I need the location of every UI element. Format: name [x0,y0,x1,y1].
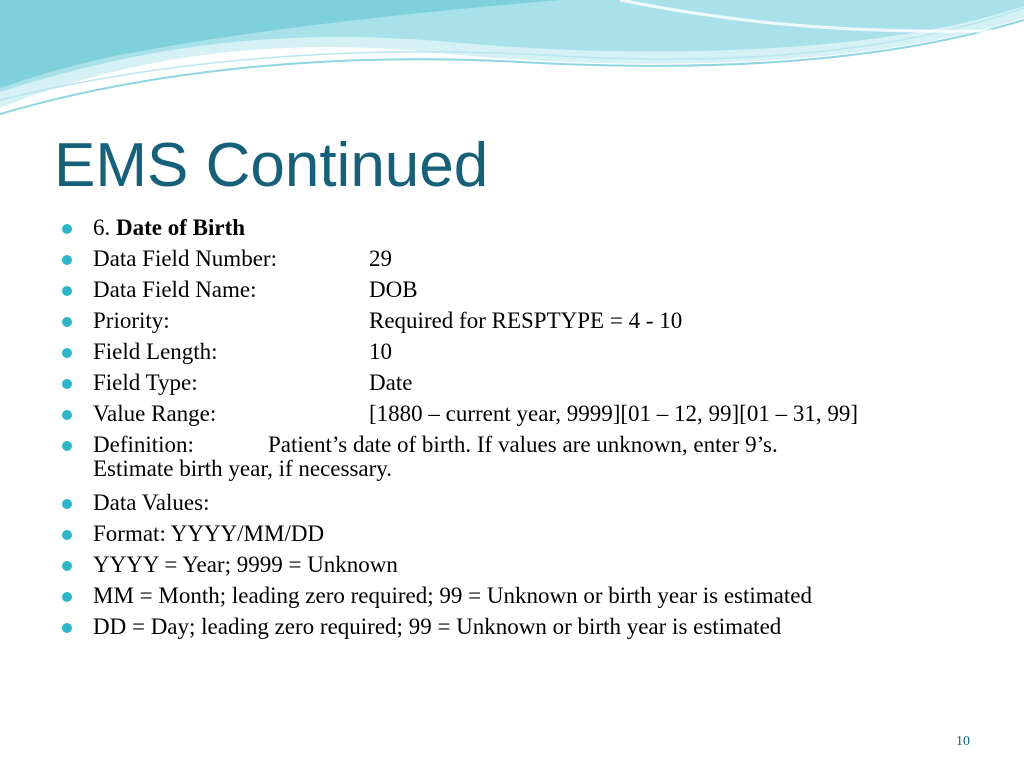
field-label: Definition: [93,432,194,457]
item-bold-heading: Date of Birth [116,215,246,240]
bullet-icon [62,317,72,327]
field-label: Value Range: [93,401,217,426]
field-value: Required for RESPTYPE = 4 - 10 [369,308,683,333]
field-value-continuation: Estimate birth year, if necessary. [93,456,393,481]
field-value: [1880 – current year, 9999][01 – 12, 99][01 – 31, 99] [369,401,858,426]
field-label: Data Field Name: [93,277,257,302]
list-item [62,615,982,639]
list-item [62,402,982,426]
bullet-icon [62,561,72,571]
item-text: YYYY = Year; 9999 = Unknown [93,552,398,577]
item-text: DD = Day; leading zero required; 99 = Unknown or birth year is estimated [93,614,782,639]
bullet-icon [62,592,72,602]
header-wave-decoration [0,0,1024,130]
bullet-list [62,216,982,646]
field-value: 10 [369,339,392,364]
list-item [62,278,982,302]
bullet-icon [62,623,72,633]
list-item [62,553,982,577]
bullet-icon [62,410,72,420]
list-item [62,491,982,515]
bullet-icon [62,530,72,540]
item-prefix: 6. [93,215,116,240]
bullet-icon [62,499,72,509]
field-value: Patient’s date of birth. If values are unknown, enter 9’s. [268,432,778,457]
bullet-icon [62,348,72,358]
slide-title: EMS Continued [54,131,489,200]
list-item [62,216,982,240]
list-item [62,309,982,333]
list-item [62,433,982,481]
field-label: Priority: [93,308,170,333]
bullet-icon [62,441,72,451]
list-item [62,340,982,364]
list-item [62,522,982,546]
field-label: Field Length: [93,339,218,364]
field-value: 29 [369,246,392,271]
page-number: 10 [956,734,970,749]
field-label: Field Type: [93,370,198,395]
bullet-icon [62,379,72,389]
bullet-icon [62,224,72,234]
field-value: DOB [369,277,418,302]
list-item [62,371,982,395]
bullet-icon [62,286,72,296]
bullet-icon [62,255,72,265]
item-text: MM = Month; leading zero required; 99 = Unknown or birth year is estimated [93,583,812,608]
list-item [62,247,982,271]
field-label: Data Field Number: [93,246,277,271]
list-item [62,584,982,608]
item-text: Format: YYYY/MM/DD [93,521,325,546]
field-value: Date [369,370,413,395]
item-text: Data Values: [93,490,210,515]
